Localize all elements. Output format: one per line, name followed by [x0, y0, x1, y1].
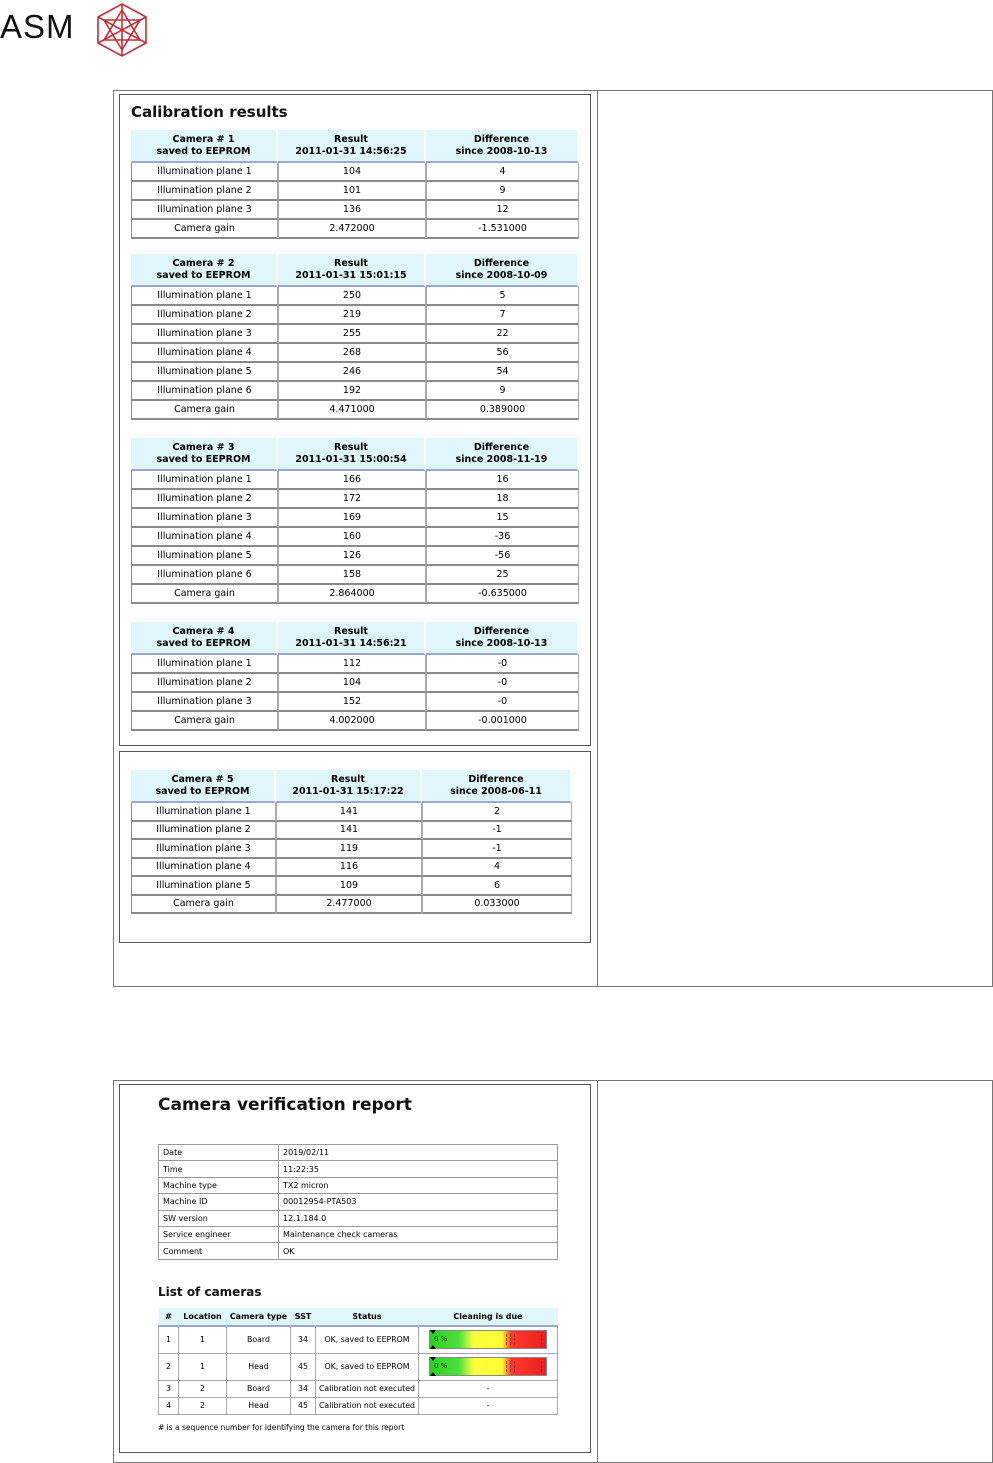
camera-header-cell	[131, 130, 278, 163]
calibration-table-camera-3	[131, 438, 579, 604]
cleaning-threshold-tick	[514, 1361, 515, 1372]
difference-value: 7	[426, 306, 579, 325]
info-label: Machine type	[159, 1177, 279, 1193]
difference-value: -0	[426, 693, 579, 712]
table-row	[131, 325, 579, 344]
result-value: 172	[278, 490, 426, 509]
result-header-cell-line: Result	[334, 625, 368, 637]
camera-num: 1	[159, 1326, 179, 1353]
result-value: 2.864000	[278, 585, 426, 604]
camera-header-cell-line: saved to EEPROM	[156, 453, 251, 465]
info-label: Machine ID	[159, 1194, 279, 1210]
cleaning-threshold-tick	[541, 1361, 542, 1372]
table-row	[131, 287, 579, 306]
difference-value: 9	[426, 182, 579, 201]
info-value: 00012954-PTA503	[279, 1194, 558, 1210]
table-row	[131, 566, 579, 585]
table-row	[131, 547, 579, 566]
result-header-cell	[278, 130, 426, 163]
row-label: Camera gain	[131, 401, 278, 420]
row-label: Illumination plane 2	[131, 306, 278, 325]
camera-num: 2	[159, 1353, 179, 1380]
difference-value: 0.389000	[426, 401, 579, 420]
info-row	[159, 1243, 558, 1259]
info-label: Date	[159, 1145, 279, 1161]
camera-type: Head	[227, 1397, 291, 1414]
difference-value: -56	[426, 547, 579, 566]
row-label: Camera gain	[131, 712, 278, 731]
table-row	[131, 585, 579, 604]
result-value: 255	[278, 325, 426, 344]
camera-cleaning: -	[419, 1397, 558, 1414]
info-row	[159, 1177, 558, 1193]
result-value: 141	[276, 803, 422, 822]
result-header-cell-line: Result	[334, 133, 368, 145]
table-row	[159, 1353, 558, 1380]
table-row	[131, 655, 579, 674]
row-label: Illumination plane 3	[131, 840, 276, 859]
result-header-cell	[278, 254, 426, 287]
difference-header-cell-line: Difference	[473, 133, 530, 145]
info-label: Time	[159, 1161, 279, 1177]
difference-header-cell-line: Difference	[473, 257, 530, 269]
cleaning-threshold-tick	[506, 1361, 507, 1372]
camera-status: Calibration not executed	[316, 1397, 419, 1414]
cleaning-progress-bar	[429, 1357, 547, 1376]
result-value: 169	[278, 509, 426, 528]
info-row	[159, 1210, 558, 1226]
table-row	[131, 674, 579, 693]
difference-value: 54	[426, 363, 579, 382]
difference-header-cell	[426, 438, 579, 471]
row-label: Illumination plane 4	[131, 344, 278, 363]
calibration-table-camera-1	[131, 130, 579, 239]
row-label: Illumination plane 5	[131, 547, 278, 566]
result-value: 116	[276, 859, 422, 878]
cleaning-threshold-tick	[510, 1361, 511, 1372]
difference-value: 0.033000	[422, 896, 572, 915]
table-row	[131, 401, 579, 420]
result-value: 192	[278, 382, 426, 401]
row-label: Illumination plane 5	[131, 877, 276, 896]
table-row	[131, 822, 572, 841]
column-header: Location	[179, 1308, 227, 1326]
cleaning-marker-bottom	[430, 1372, 436, 1376]
column-header: #	[159, 1308, 179, 1326]
row-label: Illumination plane 1	[131, 287, 278, 306]
info-value: TX2 micron	[279, 1177, 558, 1193]
table-row	[131, 896, 572, 915]
row-label: Illumination plane 2	[131, 182, 278, 201]
difference-header-cell-line: since 2008-10-13	[455, 637, 548, 649]
cleaning-threshold-tick	[541, 1334, 542, 1345]
result-header-cell-line: 2011-01-31 14:56:25	[295, 145, 407, 157]
table-row	[131, 471, 579, 490]
camera-type: Board	[227, 1326, 291, 1353]
result-value: 112	[278, 655, 426, 674]
camera-cleaning	[419, 1326, 558, 1353]
difference-value: -0.635000	[426, 585, 579, 604]
camera-sst: 34	[291, 1326, 316, 1353]
camera-sst: 45	[291, 1353, 316, 1380]
camera-header-cell	[131, 438, 278, 471]
cleaning-marker-top	[430, 1357, 436, 1361]
info-row	[159, 1226, 558, 1242]
row-label: Camera gain	[131, 220, 278, 239]
report-title: Camera verification report	[158, 1095, 412, 1115]
info-row	[159, 1145, 558, 1161]
row-label: Illumination plane 3	[131, 693, 278, 712]
camera-num: 4	[159, 1397, 179, 1414]
camera-type: Board	[227, 1380, 291, 1397]
camera-header-cell-line: saved to EEPROM	[155, 785, 250, 797]
row-label: Illumination plane 2	[131, 674, 278, 693]
difference-value: 4	[426, 163, 579, 182]
camera-header-cell-line: Camera # 4	[172, 625, 235, 637]
camera-cleaning: -	[419, 1380, 558, 1397]
difference-value: -1.531000	[426, 220, 579, 239]
info-row	[159, 1194, 558, 1210]
table-row	[131, 528, 579, 547]
info-value: 12.1.184.0	[279, 1210, 558, 1226]
camera-header-cell-line: saved to EEPROM	[156, 145, 251, 157]
camera-type: Head	[227, 1353, 291, 1380]
difference-value: 12	[426, 201, 579, 220]
column-header: Camera type	[227, 1308, 291, 1326]
result-value: 166	[278, 471, 426, 490]
row-label: Illumination plane 6	[131, 382, 278, 401]
camera-status: Calibration not executed	[316, 1380, 419, 1397]
calibration-table-camera-4	[131, 622, 579, 731]
result-header-cell-line: 2011-01-31 15:00:54	[295, 453, 407, 465]
difference-value: -1	[422, 822, 572, 841]
difference-value: -0.001000	[426, 712, 579, 731]
difference-value: -36	[426, 528, 579, 547]
difference-header-cell	[426, 254, 579, 287]
row-label: Illumination plane 3	[131, 509, 278, 528]
difference-header-cell-line: since 2008-10-13	[455, 145, 548, 157]
row-label: Illumination plane 1	[131, 803, 276, 822]
column-header: SST	[291, 1308, 316, 1326]
result-header-cell-line: Result	[331, 773, 365, 785]
result-header-cell	[278, 622, 426, 655]
result-value: 268	[278, 344, 426, 363]
difference-header-cell-line: since 2008-11-19	[455, 453, 548, 465]
camera-location: 2	[179, 1380, 227, 1397]
cleaning-percent-label: 0 %	[434, 1362, 448, 1370]
camera-header-cell-line: Camera # 5	[171, 773, 234, 785]
row-label: Illumination plane 3	[131, 325, 278, 344]
cleaning-threshold-tick	[506, 1334, 507, 1345]
camera-status: OK, saved to EEPROM	[316, 1326, 419, 1353]
camera-sst: 45	[291, 1397, 316, 1414]
difference-header-cell-line: since 2008-10-09	[455, 269, 548, 281]
result-header-cell-line: 2011-01-31 15:01:15	[295, 269, 407, 281]
difference-header-cell	[422, 770, 572, 803]
difference-value: 4	[422, 859, 572, 878]
result-value: 136	[278, 201, 426, 220]
table-row	[131, 509, 579, 528]
calibration-table-camera-2	[131, 254, 579, 420]
table-row	[159, 1397, 558, 1414]
result-header-cell	[276, 770, 422, 803]
column-header: Status	[316, 1308, 419, 1326]
camera-header-cell-line: Camera # 3	[172, 441, 235, 453]
result-value: 250	[278, 287, 426, 306]
cleaning-marker-top	[430, 1330, 436, 1334]
result-value: 141	[276, 822, 422, 841]
report-footnote: # is a sequence number for identifying the camera for this report	[158, 1423, 405, 1432]
difference-value: 15	[426, 509, 579, 528]
camera-header-cell-line: Camera # 2	[172, 257, 235, 269]
info-label: SW version	[159, 1210, 279, 1226]
table-row	[131, 712, 579, 731]
row-label: Illumination plane 4	[131, 859, 276, 878]
frame-divider	[597, 91, 598, 986]
difference-value: 56	[426, 344, 579, 363]
result-value: 4.471000	[278, 401, 426, 420]
camera-location: 2	[179, 1397, 227, 1414]
table-row	[131, 182, 579, 201]
result-header-cell	[278, 438, 426, 471]
result-value: 219	[278, 306, 426, 325]
difference-header-cell-line: Difference	[473, 625, 530, 637]
row-label: Illumination plane 6	[131, 566, 278, 585]
camera-header-cell-line: saved to EEPROM	[156, 637, 251, 649]
difference-header-cell-line: Difference	[468, 773, 524, 785]
row-label: Camera gain	[131, 896, 276, 915]
table-row	[131, 363, 579, 382]
asm-diamond-logo	[94, 2, 150, 58]
camera-num: 3	[159, 1380, 179, 1397]
table-row	[131, 859, 572, 878]
info-label: Comment	[159, 1243, 279, 1259]
info-value: 2019/02/11	[279, 1145, 558, 1161]
difference-value: 5	[426, 287, 579, 306]
row-label: Illumination plane 4	[131, 528, 278, 547]
result-value: 104	[278, 163, 426, 182]
info-value: 11:22:35	[279, 1161, 558, 1177]
table-row	[131, 344, 579, 363]
difference-value: 16	[426, 471, 579, 490]
cameras-list-title: List of cameras	[158, 1285, 262, 1299]
difference-value: -0	[426, 655, 579, 674]
camera-location: 1	[179, 1326, 227, 1353]
camera-location: 1	[179, 1353, 227, 1380]
difference-value: 6	[422, 877, 572, 896]
table-row	[131, 693, 579, 712]
result-value: 104	[278, 674, 426, 693]
result-value: 160	[278, 528, 426, 547]
table-row	[131, 220, 579, 239]
calibration-title: Calibration results	[131, 103, 288, 121]
table-row	[131, 201, 579, 220]
result-value: 2.477000	[276, 896, 422, 915]
result-value: 119	[276, 840, 422, 859]
info-label: Service engineer	[159, 1226, 279, 1242]
result-header-cell-line: 2011-01-31 14:56:21	[295, 637, 407, 649]
table-row	[159, 1380, 558, 1397]
camera-header-cell	[131, 622, 278, 655]
camera-header-cell	[131, 254, 278, 287]
info-value: Maintenance check cameras	[279, 1226, 558, 1242]
difference-value: 18	[426, 490, 579, 509]
difference-header-cell-line: Difference	[473, 441, 530, 453]
column-header: Cleaning is due	[419, 1308, 558, 1326]
frame-divider	[597, 1081, 598, 1462]
camera-header-cell-line: Camera # 1	[172, 133, 235, 145]
result-value: 126	[278, 547, 426, 566]
camera-sst: 34	[291, 1380, 316, 1397]
result-value: 4.002000	[278, 712, 426, 731]
info-row	[159, 1161, 558, 1177]
result-value: 158	[278, 566, 426, 585]
row-label: Illumination plane 1	[131, 655, 278, 674]
difference-value: -0	[426, 674, 579, 693]
cameras-table	[158, 1308, 558, 1415]
difference-value: 22	[426, 325, 579, 344]
table-row	[131, 840, 572, 859]
result-value: 152	[278, 693, 426, 712]
difference-value: 2	[422, 803, 572, 822]
table-row	[131, 490, 579, 509]
row-label: Camera gain	[131, 585, 278, 604]
cleaning-percent-label: 0 %	[434, 1335, 448, 1344]
difference-header-cell-line: since 2008-06-11	[450, 785, 542, 797]
row-label: Illumination plane 5	[131, 363, 278, 382]
cleaning-marker-bottom	[430, 1345, 436, 1349]
result-header-cell-line: 2011-01-31 15:17:22	[292, 785, 404, 797]
table-row	[131, 163, 579, 182]
row-label: Illumination plane 2	[131, 822, 276, 841]
result-value: 101	[278, 182, 426, 201]
result-value: 246	[278, 363, 426, 382]
cleaning-threshold-tick	[514, 1334, 515, 1345]
row-label: Illumination plane 1	[131, 471, 278, 490]
result-value: 2.472000	[278, 220, 426, 239]
table-row	[131, 382, 579, 401]
difference-value: 9	[426, 382, 579, 401]
difference-value: 25	[426, 566, 579, 585]
result-header-cell-line: Result	[334, 257, 368, 269]
difference-header-cell	[426, 622, 579, 655]
calibration-table-camera-5	[131, 770, 572, 914]
asm-logo-text: ASM	[0, 8, 75, 45]
row-label: Illumination plane 2	[131, 490, 278, 509]
table-row	[131, 306, 579, 325]
table-row	[159, 1326, 558, 1353]
cleaning-progress-bar	[429, 1330, 547, 1349]
row-label: Illumination plane 3	[131, 201, 278, 220]
table-row	[131, 803, 572, 822]
camera-status: OK, saved to EEPROM	[316, 1353, 419, 1380]
camera-header-cell	[131, 770, 276, 803]
table-row	[131, 877, 572, 896]
result-value: 109	[276, 877, 422, 896]
result-header-cell-line: Result	[334, 441, 368, 453]
report-info-table	[158, 1144, 558, 1260]
row-label: Illumination plane 1	[131, 163, 278, 182]
camera-cleaning	[419, 1353, 558, 1380]
camera-header-cell-line: saved to EEPROM	[156, 269, 251, 281]
info-value: OK	[279, 1243, 558, 1259]
cleaning-threshold-tick	[510, 1334, 511, 1345]
difference-value: -1	[422, 840, 572, 859]
difference-header-cell	[426, 130, 579, 163]
